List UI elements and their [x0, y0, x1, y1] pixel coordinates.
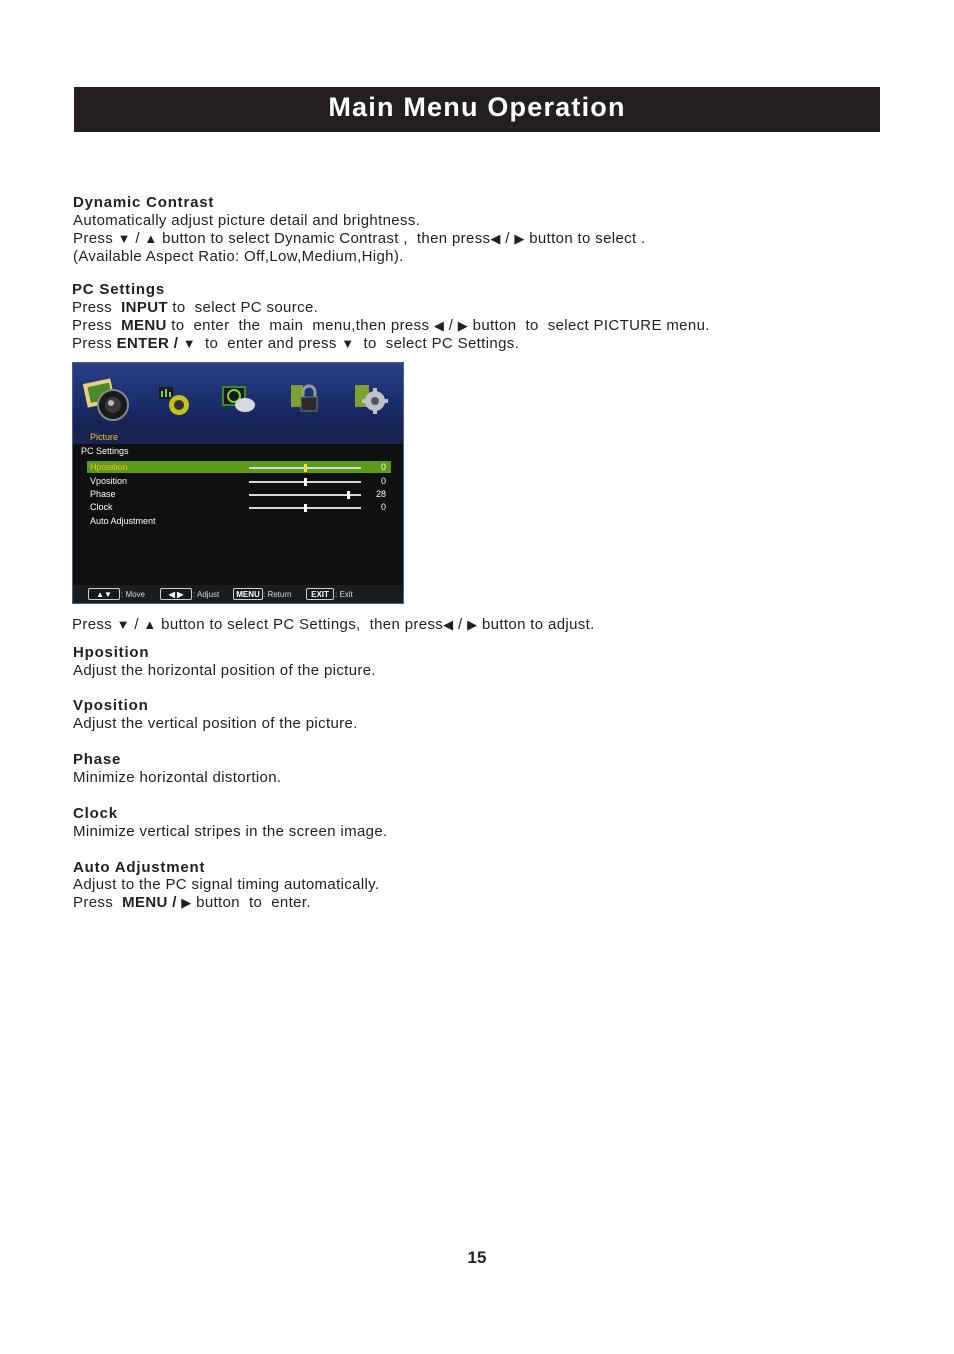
phase-slider[interactable] — [249, 494, 361, 496]
menu-item-vposition[interactable]: Vposition — [90, 476, 128, 486]
phase-value: 28 — [376, 489, 387, 499]
dynamic-contrast-options: (Available Aspect Ratio: Off,Low,Medium,High). — [73, 248, 404, 265]
menu-item-hposition[interactable]: Hposition — [90, 462, 128, 472]
adjust-instruction: Press ▼ / ▲ button to select PC Settings, then press◀ / ▶ button to adjust. — [72, 616, 595, 633]
setup-icon — [353, 381, 389, 417]
clock-value: 0 — [381, 502, 387, 512]
sound-icon — [157, 381, 193, 417]
left-arrow-icon: ◀ — [490, 231, 501, 246]
hposition-desc: Adjust the horizontal position of the picture. — [73, 662, 376, 679]
up-arrow-icon: ▲ — [143, 617, 157, 632]
vposition-heading: Vposition — [73, 697, 149, 714]
down-arrow-icon: ▼ — [117, 231, 131, 246]
up-arrow-icon: ▲ — [144, 231, 158, 246]
up-down-key-icon: ▲▼ — [88, 588, 120, 600]
slider-knob[interactable] — [347, 491, 350, 499]
menu-icon-bar — [73, 363, 403, 433]
down-arrow-icon: ▼ — [116, 617, 130, 632]
footer-return-label: : Return — [263, 590, 292, 599]
page-title-banner — [74, 87, 880, 132]
menu-item-clock[interactable]: Clock — [90, 502, 113, 512]
footer-exit-label: : Exit — [335, 590, 353, 599]
clock-heading: Clock — [73, 805, 118, 822]
menu-category-band — [73, 431, 403, 444]
hposition-slider[interactable] — [249, 467, 361, 469]
right-arrow-icon: ▶ — [181, 895, 192, 910]
dynamic-contrast-instruction: Press ▼ / ▲ button to select Dynamic Contrast , then press◀ / ▶ button to select . — [73, 230, 646, 247]
auto-adjustment-heading: Auto Adjustment — [73, 859, 206, 876]
left-arrow-icon: ◀ — [433, 318, 445, 333]
page-title: Main Menu Operation — [328, 92, 626, 122]
auto-adjustment-desc: Adjust to the PC signal timing automatically. — [73, 876, 380, 893]
right-arrow-icon: ▶ — [514, 231, 525, 246]
clock-desc: Minimize vertical stripes in the screen image. — [73, 823, 388, 840]
slider-knob[interactable] — [304, 478, 307, 486]
slider-knob[interactable] — [304, 464, 307, 472]
vposition-value: 0 — [381, 476, 387, 486]
channel-icon — [221, 381, 257, 417]
picture-icon — [81, 375, 133, 425]
right-arrow-icon: ▶ — [457, 318, 469, 333]
hposition-value: 0 — [381, 462, 387, 472]
auto-adjustment-enter: Press MENU / ▶ button to enter. — [73, 894, 311, 911]
phase-heading: Phase — [73, 751, 122, 768]
vposition-slider[interactable] — [249, 481, 361, 483]
phase-desc: Minimize horizontal distortion. — [73, 769, 282, 786]
dynamic-contrast-desc: Automatically adjust picture detail and brightness. — [73, 212, 421, 229]
lock-icon — [287, 381, 323, 417]
footer-move-label: : Move — [121, 590, 146, 599]
slider-knob[interactable] — [304, 504, 307, 512]
right-arrow-icon: ▶ — [467, 617, 478, 632]
tv-menu-screenshot — [72, 362, 404, 604]
hposition-heading: Hposition — [73, 644, 150, 661]
menu-item-phase[interactable]: Phase — [90, 489, 116, 499]
down-arrow-icon: ▼ — [341, 336, 355, 351]
dynamic-contrast-heading: Dynamic Contrast — [73, 194, 215, 211]
clock-slider[interactable] — [249, 507, 361, 509]
exit-key: EXIT — [306, 588, 334, 600]
page-number: 15 — [467, 1248, 487, 1267]
left-right-key-icon: ◀ ▶ — [160, 588, 192, 600]
menu-key: MENU — [233, 588, 263, 600]
menu-category-label: Picture — [90, 432, 119, 442]
left-arrow-icon: ◀ — [443, 617, 454, 632]
pc-settings-line-2: Press MENU to enter the main menu,then press ◀ / ▶ button to select PICTURE menu. — [72, 317, 710, 334]
menu-item-auto-adjustment[interactable]: Auto Adjustment — [90, 516, 156, 526]
pc-settings-line-3: Press ENTER / ▼ to enter and press ▼ to select PC Settings. — [72, 335, 520, 352]
footer-adjust-label: : Adjust — [193, 590, 220, 599]
submenu-title: PC Settings — [81, 446, 129, 456]
vposition-desc: Adjust the vertical position of the picture. — [73, 715, 358, 732]
pc-settings-line-1: Press INPUT to select PC source. — [72, 299, 319, 316]
down-arrow-icon: ▼ — [182, 336, 196, 351]
pc-settings-heading: PC Settings — [72, 281, 165, 298]
menu-footer — [73, 585, 403, 603]
